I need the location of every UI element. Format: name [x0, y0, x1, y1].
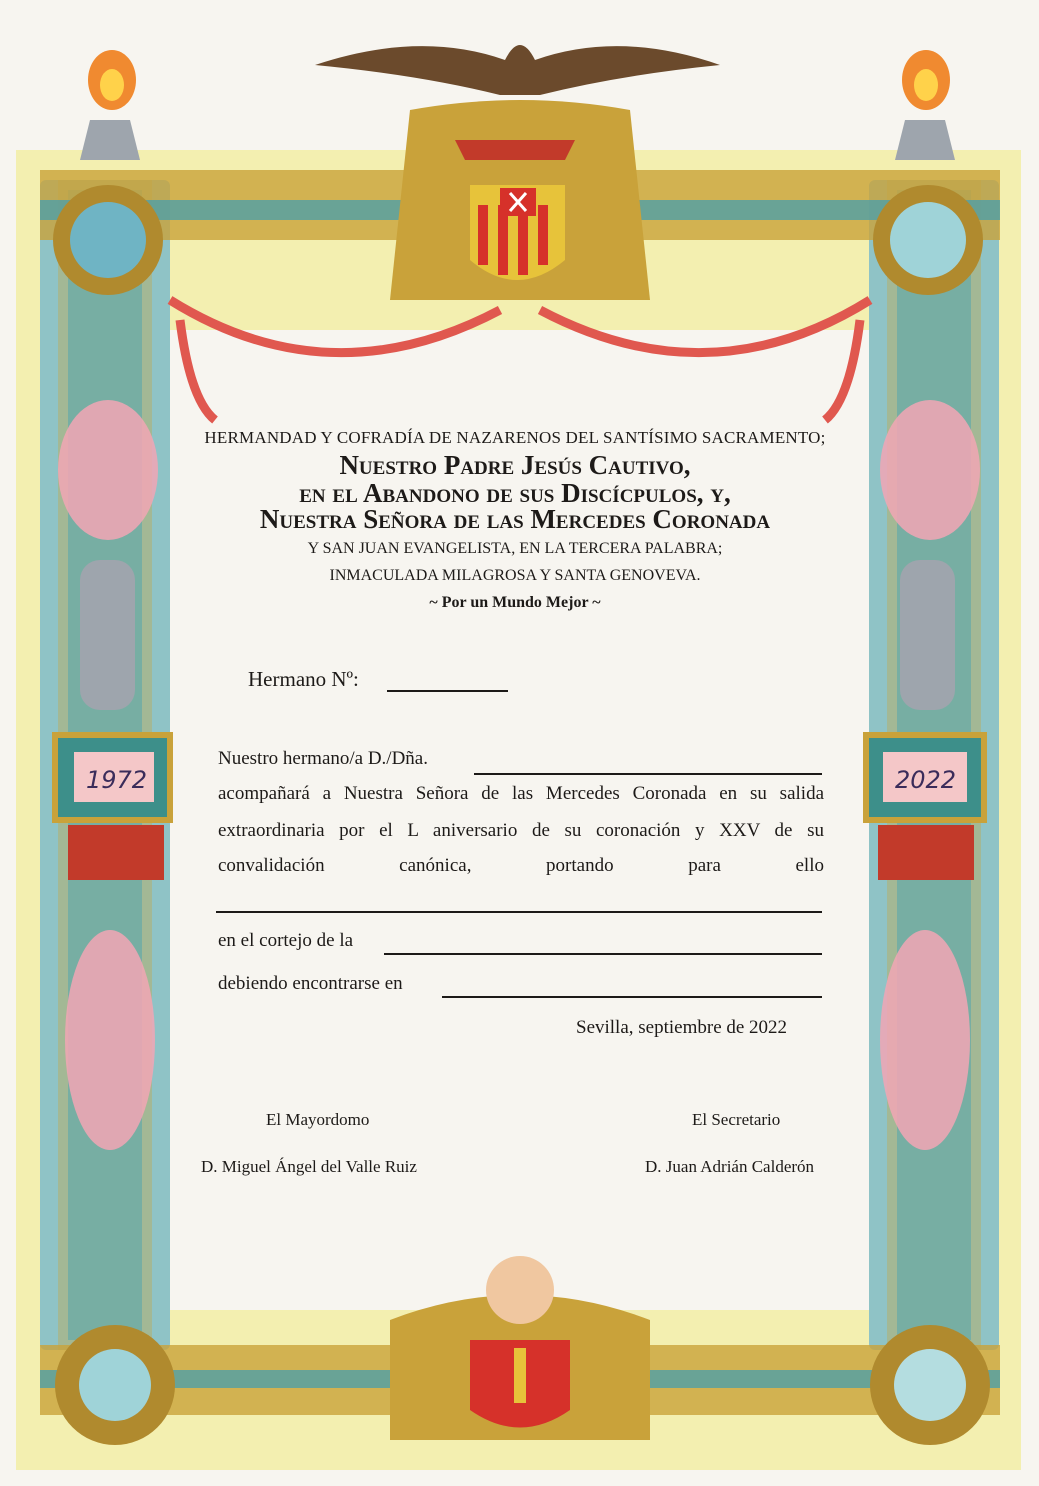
flame-urn-left: [80, 50, 140, 160]
top-crest: [390, 100, 650, 300]
secretary-title: El Secretario: [692, 1110, 781, 1129]
title-line-3: Nuestra Señora de las Mercedes Coronada: [259, 504, 771, 534]
procession-section-field[interactable]: [384, 953, 822, 955]
medallion-top-right: [873, 185, 983, 295]
title-line-1: Nuestro Padre Jesús Cautivo,: [339, 450, 691, 480]
subtitle-line-1: Y SAN JUAN EVANGELISTA, EN LA TERCERA PALABRA;: [307, 540, 723, 557]
year-plaque-left: [55, 735, 170, 880]
year-right: 2022: [895, 766, 957, 794]
carrying-item-field[interactable]: [216, 911, 822, 913]
member-name-label: Nuestro hermano/a D./Dña.: [218, 748, 428, 769]
medallion-top-left: [53, 185, 163, 295]
medallion-bottom-left: [55, 1325, 175, 1445]
procession-section-label: en el cortejo de la: [218, 930, 354, 951]
year-plaque-right: [866, 735, 984, 880]
member-name-field[interactable]: [474, 773, 822, 775]
flame-urn-right: [895, 50, 955, 160]
motto: ~ Por un Mundo Mejor ~: [429, 594, 601, 611]
steward-name: D. Miguel Ángel del Valle Ruiz: [201, 1157, 417, 1176]
member-number-label: Hermano Nº:: [248, 667, 359, 691]
title-line-2: en el Abandono de sus Discícpulos, y,: [299, 478, 731, 508]
subtitle-line-2: INMACULADA MILAGROSA Y SANTA GENOVEVA.: [329, 567, 701, 584]
body-line-2: acompañará a Nuestra Señora de las Mercedes Coronada en su salida: [218, 783, 824, 804]
place-date: Sevilla, septiembre de 2022: [576, 1017, 788, 1038]
body-line-3: extraordinaria por el L aniversario de su coronación y XXV de su: [218, 820, 824, 841]
meeting-place-field[interactable]: [442, 996, 822, 998]
member-number-field[interactable]: [387, 690, 508, 692]
medallion-bottom-right: [870, 1325, 990, 1445]
body-line-4: convalidación canónica, portando para ello: [218, 855, 824, 876]
eagle-emblem: [315, 45, 720, 95]
secretary-name: D. Juan Adrián Calderón: [645, 1157, 815, 1176]
steward-title: El Mayordomo: [266, 1110, 370, 1129]
meeting-place-label: debiendo encontrarse en: [218, 973, 403, 994]
year-left: 1972: [86, 766, 148, 794]
brotherhood-name-line: HERMANDAD Y COFRADÍA DE NAZARENOS DEL SANTÍSIMO SACRAMENTO;: [204, 428, 826, 447]
